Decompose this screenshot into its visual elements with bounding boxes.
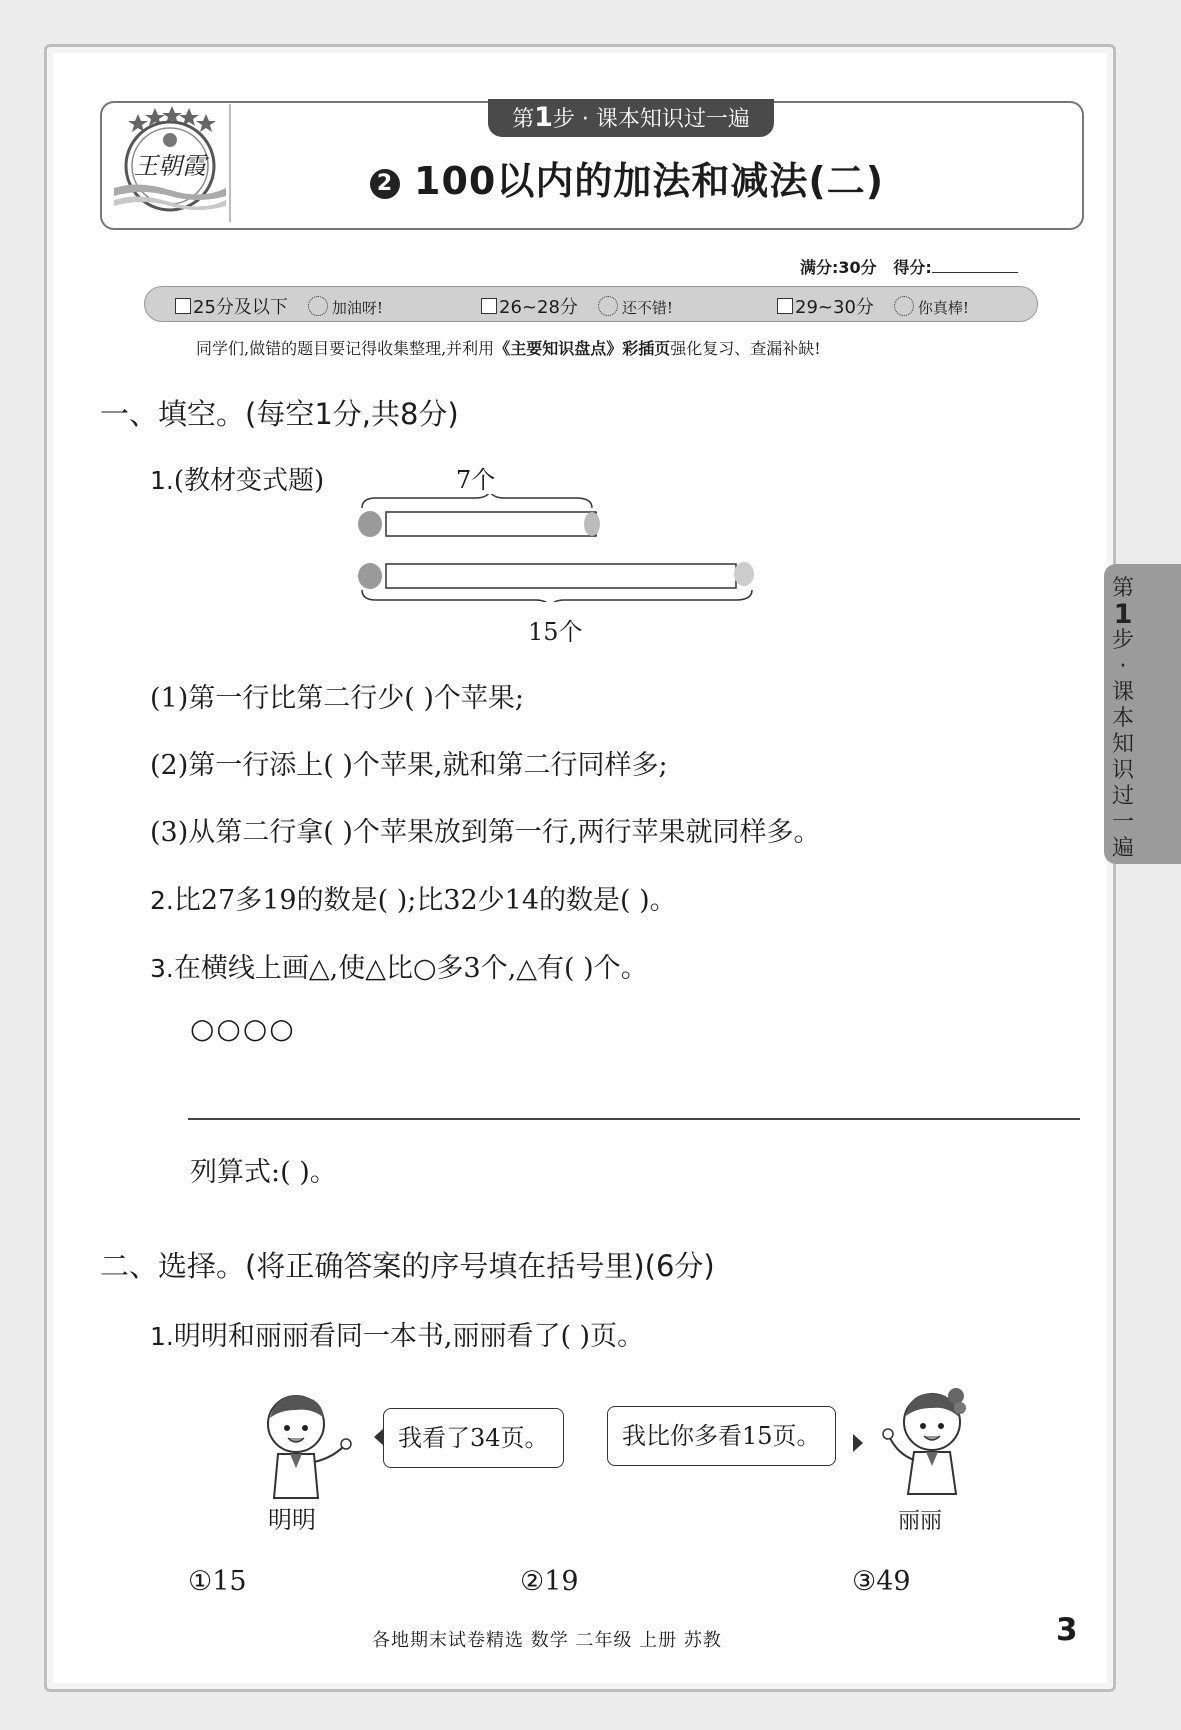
score-blank[interactable] bbox=[932, 258, 1018, 273]
option-2[interactable]: ②19 bbox=[520, 1566, 579, 1597]
apple-row-1-end bbox=[584, 512, 600, 536]
page-number: 3 bbox=[1056, 1612, 1078, 1648]
option-3[interactable]: ③49 bbox=[852, 1566, 911, 1597]
mingming-figure bbox=[260, 1388, 356, 1506]
apple-row-2-end bbox=[734, 562, 754, 586]
q2-text: 2.比27多19的数是( );比32少14的数是( )。 bbox=[150, 885, 677, 916]
smiley-icon bbox=[598, 296, 618, 316]
smiley-icon bbox=[308, 296, 328, 316]
section-1-title: 一、填空。(每空1分,共8分) bbox=[100, 397, 459, 431]
bottom-brace bbox=[362, 590, 752, 602]
apple-row-2-start bbox=[358, 563, 382, 589]
svg-text:王朝霞: 王朝霞 bbox=[134, 152, 206, 180]
top-count-label: 7个 bbox=[456, 466, 496, 494]
q3-text: 3.在横线上画△,使△比○多3个,△有( )个。 bbox=[150, 953, 648, 984]
footer-text: 各地期末试卷精选 数学 二年级 上册 苏教 bbox=[372, 1630, 722, 1651]
q1-heading: 1.(教材变式题) bbox=[150, 466, 325, 496]
drawing-line[interactable] bbox=[188, 1118, 1080, 1120]
lili-figure bbox=[876, 1382, 972, 1500]
q1-sub2: (2)第一行添上( )个苹果,就和第二行同样多; bbox=[150, 750, 668, 781]
step-tab: 第1步 · 课本知识过一遍 bbox=[488, 99, 774, 137]
apple-row-1 bbox=[386, 512, 596, 536]
apple-row-2 bbox=[386, 564, 736, 588]
bottom-count-label: 15个 bbox=[528, 618, 583, 646]
q1-sub1: (1)第一行比第二行少( )个苹果; bbox=[150, 683, 524, 714]
header-divider bbox=[229, 104, 231, 222]
q1-sub3: (3)从第二行拿( )个苹果放到第一行,两行苹果就同样多。 bbox=[150, 817, 821, 848]
rating-item: 29~30分 你真棒! bbox=[777, 293, 969, 319]
rating-bar bbox=[144, 286, 1038, 322]
apple-rows-diagram bbox=[356, 494, 760, 602]
top-brace bbox=[362, 494, 592, 508]
rating-item: 25分及以下 加油呀! bbox=[175, 293, 383, 319]
option-1[interactable]: ①15 bbox=[188, 1566, 247, 1597]
mingming-name: 明明 bbox=[268, 1506, 316, 1534]
rating-checkbox[interactable] bbox=[481, 298, 497, 314]
bubble-left-tail bbox=[374, 1428, 384, 1446]
side-step-label: 第 1 步 · 课 本 知 识 过 一 遍 bbox=[1111, 576, 1134, 861]
rating-item: 26~28分 还不错! bbox=[481, 293, 673, 319]
title-number-badge: 2 bbox=[370, 169, 400, 199]
publisher-logo bbox=[108, 106, 230, 220]
lili-name: 丽丽 bbox=[898, 1509, 943, 1534]
speech-bubble-right: 我比你多看15页。 bbox=[607, 1406, 836, 1466]
s2-q1-text: 1.明明和丽丽看同一本书,丽丽看了( )页。 bbox=[150, 1321, 645, 1352]
rating-checkbox[interactable] bbox=[777, 298, 793, 314]
page-title: 2 100以内的加法和减法(二) bbox=[370, 150, 884, 205]
bubble-right-tail bbox=[853, 1434, 863, 1452]
score-line: 满分:30分 得分: bbox=[800, 255, 1018, 278]
rating-checkbox[interactable] bbox=[175, 298, 191, 314]
formula-text: 列算式:( )。 bbox=[190, 1157, 337, 1188]
study-tip: 同学们,做错的题目要记得收集整理,并利用《主要知识盘点》彩插页强化复习、查漏补缺! bbox=[196, 339, 821, 358]
section-2-title: 二、选择。(将正确答案的序号填在括号里)(6分) bbox=[100, 1249, 715, 1283]
circle-row: ○○○○ bbox=[190, 1012, 296, 1045]
apple-row-1-start bbox=[358, 511, 382, 537]
smiley-icon bbox=[894, 296, 914, 316]
speech-bubble-left: 我看了34页。 bbox=[383, 1408, 564, 1468]
